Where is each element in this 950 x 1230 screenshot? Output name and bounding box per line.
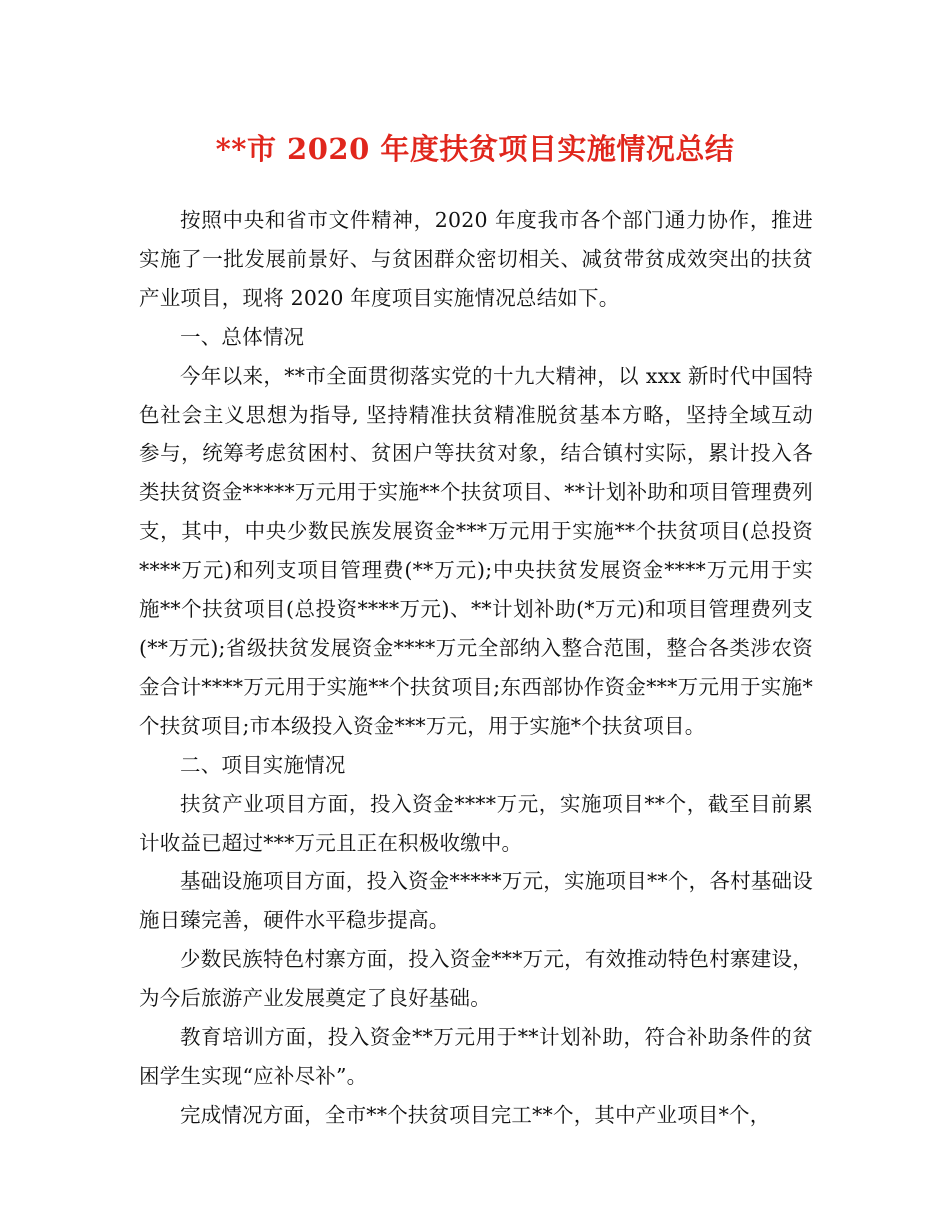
document-title: **市 2020 年度扶贫项目实施情况总结 — [215, 132, 735, 166]
document-body — [139, 201, 813, 1135]
paragraph-education: 教育培训方面，投入资金**万元用于**计划补助，符合补助条件的贫困学生实现“应补尽补”。 — [139, 1025, 813, 1088]
section-heading-overall: 一、总体情况 — [180, 324, 305, 349]
paragraph-overall: 今年以来，**市全面贯彻落实党的十九大精神，以 xxx 新时代中国特色社会主义思想为指导, 坚持精准扶贫精准脱贫基本方略，坚持全域互动参与，统筹考虑贫困村、贫困户等扶贫对象，结合镇村实际，累计投入各类扶贫资金*****万元用于实施**个扶贫项目、**计划补助和项目管理费列支，其中，中央少数民族发展资金***万元用于实施**个扶贫项目(总投资****万元)和列支项目管理费(**万元);中央扶贫发展资金****万元用于实施**个扶贫项目(总投资****万元)、**计划补助(*万元)和项目管理费列支(**万元);省级扶贫发展资金****万元全部纳入整合范围，整合各类涉农资金合计****万元用于实施**个扶贫项目;东西部协作资金***万元用于实施*个扶贫项目;市本级投入资金***万元，用于实施*个扶贫项目。 — [139, 363, 813, 738]
paragraph-industry: 扶贫产业项目方面，投入资金****万元，实施项目**个，截至目前累计收益已超过***万元且正在积极收缴中。 — [139, 791, 813, 855]
section-heading-implementation: 二、项目实施情况 — [180, 752, 346, 777]
paragraph-completion: 完成情况方面，全市**个扶贫项目完工**个，其中产业项目*个， — [180, 1102, 771, 1127]
paragraph-ethnic-villages: 少数民族特色村寨方面，投入资金***万元，有效推动特色村寨建设，为今后旅游产业发展奠定了良好基础。 — [139, 947, 813, 1011]
paragraph-intro: 按照中央和省市文件精神，2020 年度我市各个部门通力协作，推进实施了一批发展前景好、与贫困群众密切相关、减贫带贫成效突出的扶贫产业项目，现将 2020 年度项目实施情况总结如下。 — [139, 208, 813, 310]
paragraph-infrastructure: 基础设施项目方面，投入资金*****万元，实施项目**个，各村基础设施日臻完善，硬件水平稳步提高。 — [139, 869, 813, 933]
